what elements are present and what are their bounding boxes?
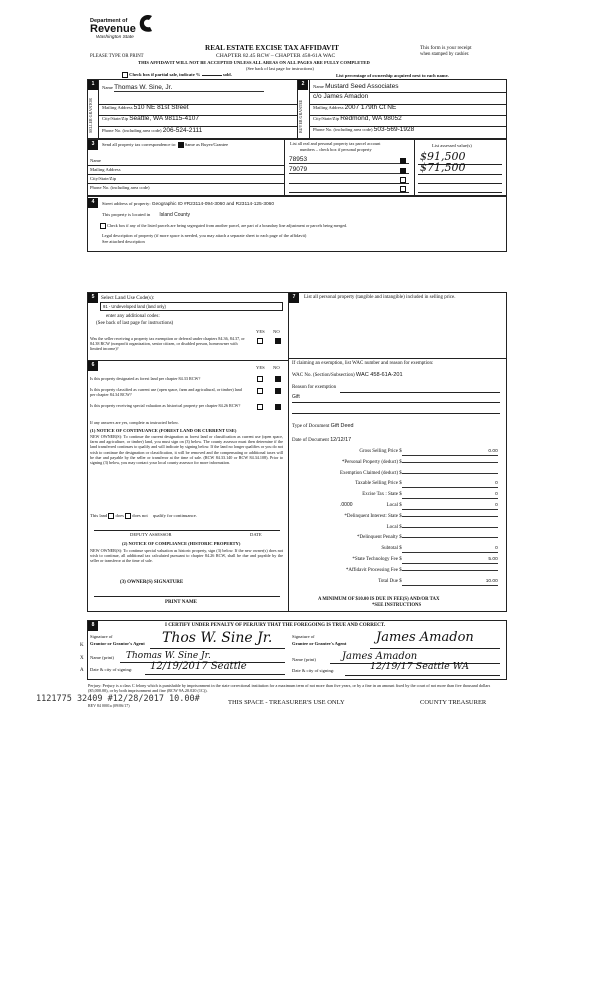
does-checkbox[interactable] bbox=[108, 513, 114, 519]
buyer-side-label: BUYER GRANTEE bbox=[298, 99, 303, 133]
does-not-checkbox[interactable] bbox=[125, 513, 131, 519]
wac-number[interactable]: WAC 458-61A-201 bbox=[355, 372, 403, 378]
parcel-row bbox=[289, 166, 409, 174]
buyer-mail[interactable]: 2007 179th Ct NE bbox=[344, 104, 397, 111]
corr-phone-label: Phone No. (including area code) bbox=[90, 185, 150, 190]
rev-number: REV 84 0001a (09/06/17) bbox=[88, 703, 130, 708]
parcel-assessed-value[interactable]: $71,500 bbox=[420, 161, 466, 174]
seller-city-row: City/State/Zip Seattle, WA 98115-4107 bbox=[102, 115, 199, 122]
tax-line-value[interactable]: 0 bbox=[402, 481, 498, 488]
tax-line-value[interactable]: 0.00 bbox=[402, 449, 498, 456]
grantor-date-label: Date & city of signing: bbox=[90, 667, 133, 672]
grantee-date[interactable]: 12/19/17 Seattle WA bbox=[370, 661, 469, 672]
parcel-personal-checkbox[interactable] bbox=[400, 177, 406, 183]
tax-line-label: Subtotal bbox=[381, 546, 398, 552]
corr-mail-label: Mailing Address bbox=[90, 167, 121, 172]
exemption-claim: If claiming an exemption, list WAC number and reason for exemption: bbox=[292, 361, 434, 366]
sec5-q1-yes[interactable] bbox=[257, 338, 263, 344]
tax-line-value[interactable]: 0 bbox=[402, 546, 498, 553]
list-personal: List all personal property (tangible and intangible) included in selling price. bbox=[304, 295, 456, 300]
seller-mail-row: Mailing Address 510 NE 81st Street bbox=[102, 104, 189, 111]
tax-line-label: *Affidavit Processing Fee bbox=[345, 567, 398, 573]
tax-line-value[interactable]: 0 bbox=[402, 492, 498, 499]
exemption-reason[interactable]: Gift bbox=[292, 394, 300, 400]
tax-line-value[interactable]: 5.00 bbox=[402, 557, 498, 564]
mark-a: A bbox=[80, 668, 84, 673]
street-address[interactable]: Geographic ID #R23114-094-3060 and R23114-125-3060 bbox=[151, 202, 274, 207]
certify: I CERTIFY UNDER PENALTY OF PERJURY THAT THE FOREGOING IS TRUE AND CORRECT. bbox=[165, 623, 386, 628]
legal-2[interactable]: See attached description bbox=[102, 239, 145, 244]
section-5-badge: 5 bbox=[88, 293, 98, 303]
dollar-sign: $ bbox=[398, 557, 402, 562]
seller-side-label: SELLER GRANTOR bbox=[88, 98, 93, 134]
date-document[interactable]: 12/12/17 bbox=[330, 437, 352, 443]
additional-codes: enter any additional codes: bbox=[106, 314, 160, 319]
grantee-signature[interactable]: James Amadon bbox=[376, 630, 474, 645]
deputy-date: DATE bbox=[250, 532, 262, 537]
dept-line1: Department of bbox=[90, 18, 128, 24]
not-accepted-note: THIS AFFIDAVIT WILL NOT BE ACCEPTED UNLESS ALL AREAS ON ALL PAGES ARE FULLY COMPLETED bbox=[138, 60, 370, 65]
sec6-q1: Is this property designated as forest land per chapter 84.33 RCW? bbox=[90, 376, 201, 381]
dollar-sign: $ bbox=[398, 481, 402, 487]
tax-line-value[interactable] bbox=[402, 473, 498, 474]
tax-line bbox=[292, 535, 504, 540]
dollar-sign: $ bbox=[398, 546, 402, 552]
sec6-no: NO bbox=[273, 365, 280, 370]
sec5-yes: YES bbox=[256, 329, 265, 334]
legal-1: Legal description of property (if more space is needed, you may attach a separate sheet to each page of the affidavit) bbox=[102, 233, 307, 238]
notice1-body: NEW OWNER(S): To continue the current designation as forest land or classification as current use (open space, farm and agriculture, or timber) land, you must sign on (3) below. The county assessor must then determine if the land transferred continues to qualify and will indicate by signing below. If the land no longer qualifies or you do not wish to continue the designation or classification, it will be removed and the compensating or additional taxes will be due and payable by the seller or transferor at the time of sale. (RCW 84.33.140 or RCW 84.34.108). Prior to signing (3) below, you may contact your local county assessor for more information. bbox=[90, 434, 283, 466]
receipt-note-2: when stamped by cashier. bbox=[420, 52, 470, 57]
dollar-sign: $ bbox=[398, 567, 402, 573]
seller-mail[interactable]: 510 NE 81st Street bbox=[133, 104, 189, 111]
same-as-buyer-checkbox[interactable] bbox=[178, 142, 184, 148]
grantee-sig-label-2: Grantee or Grantee's Agent bbox=[292, 641, 347, 646]
grantor-sig-label-1: Signature of bbox=[90, 634, 113, 639]
street-row: Street address of property: Geographic ID #R23114-094-3060 and R23114-125-3060 bbox=[102, 201, 274, 207]
pct-ownership-note: List percentage of ownership acquired next to each name. bbox=[336, 73, 449, 78]
tax-line-label: Local bbox=[386, 524, 398, 530]
dollar-sign: $ bbox=[398, 492, 402, 498]
dollar-sign: $ bbox=[398, 503, 402, 508]
minimum-due: A MINIMUM OF $10.00 IS DUE IN FEE(S) AND/OR TAX bbox=[318, 597, 440, 602]
seller-name[interactable]: Thomas W. Sine, Jr. bbox=[114, 84, 264, 92]
land-use-code[interactable]: 91 - Undeveloped land (land only) bbox=[100, 302, 283, 311]
tax-line-value[interactable]: 0 bbox=[402, 503, 498, 510]
sec6-q1-yes[interactable] bbox=[257, 376, 263, 382]
sec6-q2-yes[interactable] bbox=[257, 388, 263, 394]
dept-line2: Revenue bbox=[90, 23, 136, 35]
sec6-q1-no[interactable] bbox=[275, 376, 281, 382]
form-title: REAL ESTATE EXCISE TAX AFFIDAVIT bbox=[205, 44, 339, 52]
tax-line-value[interactable] bbox=[402, 570, 498, 571]
tax-line-label: Exemption Claimed (deduct) bbox=[339, 470, 398, 476]
list-assessed: List assessed value(s) bbox=[432, 143, 472, 148]
sec6-if-yes: If any answers are yes, complete as instructed below. bbox=[90, 420, 179, 425]
land-use-see-back: (See back of last page for instructions) bbox=[96, 321, 174, 326]
reason-label: Reason for exemption bbox=[292, 385, 337, 390]
dept-line3: Washington State bbox=[96, 35, 134, 40]
tax-line bbox=[292, 514, 504, 519]
notice2-title: (2) NOTICE OF COMPLIANCE (HISTORIC PROPERTY) bbox=[122, 541, 241, 546]
tax-line bbox=[292, 579, 504, 586]
list-all-2: numbers – check box if personal property bbox=[300, 147, 372, 152]
parcel-personal-checkbox[interactable] bbox=[400, 168, 406, 174]
tax-line-label: *Delinquent Interest: State bbox=[344, 513, 398, 519]
buyer-city[interactable]: Redmond, WA 98052 bbox=[340, 115, 402, 122]
parcel-personal-checkbox[interactable] bbox=[400, 186, 406, 192]
sec6-q3-no[interactable] bbox=[275, 404, 281, 410]
wac-row: WAC No. (Section/Subsection) WAC 458-61A-201 bbox=[292, 372, 403, 378]
grantee-name-label: Name (print) bbox=[292, 657, 316, 662]
buyer-city-row: City/State/Zip Redmond, WA 98052 bbox=[313, 115, 402, 122]
mark-x: X bbox=[80, 656, 84, 661]
seller-phone-row: Phone No. (including area code) 206-524-2111 bbox=[102, 127, 203, 134]
grantor-date[interactable]: 12/19/2017 Seattle bbox=[150, 661, 247, 672]
buyer-mail-row: Mailing Address 2007 179th Ct NE bbox=[313, 104, 397, 111]
partial-sale: Check box if partial sale, indicate % sold. bbox=[122, 72, 232, 78]
grantor-sig-label-2: Grantor or Grantor's Agent bbox=[90, 641, 145, 646]
section-2-badge: 2 bbox=[298, 80, 308, 90]
owner-signature-label: (3) OWNER(S) SIGNATURE bbox=[120, 580, 184, 585]
parcel-assessed-value[interactable]: $91,500 bbox=[420, 150, 466, 163]
type-document[interactable]: Gift Deed bbox=[330, 423, 354, 429]
tax-line bbox=[292, 492, 504, 499]
tax-line-value[interactable] bbox=[402, 462, 498, 463]
tax-line-value[interactable] bbox=[402, 527, 498, 528]
local-rate: .0000 bbox=[340, 502, 353, 508]
form-chapter: CHAPTER 82.45 RCW – CHAPTER 458-61A WAC bbox=[216, 53, 336, 59]
this-land-row: This land does does not qualify for continuance. bbox=[90, 513, 197, 519]
tax-line-label: Taxable Selling Price bbox=[355, 481, 398, 487]
buyer-phone[interactable]: 503-569-1928 bbox=[373, 126, 415, 133]
tax-line-label: Total Due bbox=[378, 578, 398, 584]
revenue-logo-icon bbox=[138, 14, 156, 34]
grantee-date-label: Date & city of signing: bbox=[292, 668, 335, 673]
type-doc-row: Type of Document Gift Deed bbox=[292, 423, 354, 429]
tax-line-label: *Delinquent Penalty bbox=[357, 535, 398, 541]
seller-phone[interactable]: 206-524-2111 bbox=[162, 127, 203, 134]
buyer-name2[interactable]: c/o James Amadon bbox=[313, 93, 369, 100]
tax-line bbox=[292, 481, 504, 488]
corr-name-label: Name bbox=[90, 158, 101, 163]
located-row: This property is located in Island County bbox=[102, 212, 190, 218]
dollar-sign: $ bbox=[398, 524, 402, 530]
tax-line-value[interactable] bbox=[402, 516, 498, 517]
parcel-number[interactable]: 78953 bbox=[289, 156, 308, 163]
segregated-checkbox[interactable] bbox=[100, 223, 106, 229]
dept-logo bbox=[90, 18, 136, 40]
perjury-note: Perjury: Perjury is a class C felony which is punishable by imprisonment in the state correctional institution for a maximum term of not more than five years, or by a fine in an amount fixed by the court of not more than five thousand dollars ($5,000.00), or by both imprisonment and fine (RCW 9A.20.020 (1C)). bbox=[88, 683, 491, 694]
sec5-q1: Was the seller receiving a property tax exemption or deferral under chapters 84.36, 84.37, or 84.38 RCW (nonprofit organization, senior citizen, or disabled person, homeowner with limited income)? bbox=[90, 336, 245, 352]
tax-line-value[interactable]: 10.00 bbox=[402, 579, 498, 586]
treasurer-stamp: 1121775 32409 #12/28/2017 10.00# bbox=[36, 694, 200, 704]
seller-city[interactable]: Seattle, WA 98115-4107 bbox=[129, 115, 199, 122]
county-treasurer: COUNTY TREASURER bbox=[420, 699, 487, 706]
tax-line-label: Gross Selling Price bbox=[359, 449, 398, 454]
parcel-personal-checkbox[interactable] bbox=[400, 158, 406, 164]
see-instructions: *SEE INSTRUCTIONS bbox=[372, 603, 422, 608]
buyer-phone-row: Phone No. (including area code) 503-569-1928 bbox=[313, 126, 415, 133]
print-name-label: PRINT NAME bbox=[165, 600, 197, 605]
tax-line-value[interactable] bbox=[402, 537, 498, 538]
sec6-q2-no[interactable] bbox=[275, 388, 281, 394]
section-6-badge: 6 bbox=[88, 361, 98, 371]
section-3-badge: 3 bbox=[88, 140, 98, 150]
tax-line bbox=[292, 525, 504, 530]
seller-name-row: Name Thomas W. Sine, Jr. bbox=[102, 84, 264, 92]
treasurer-only: THIS SPACE - TREASURER'S USE ONLY bbox=[228, 699, 345, 706]
corr-city-label: City/State/Zip bbox=[90, 176, 117, 181]
grantor-signature[interactable]: Thos W. Sine Jr. bbox=[162, 630, 273, 646]
section-1-badge: 1 bbox=[88, 80, 98, 90]
grantor-name-label: Name (print) bbox=[90, 655, 114, 660]
tax-line-label: *State Technology Fee bbox=[352, 557, 398, 562]
parcel-row bbox=[289, 156, 409, 164]
sec6-q3-yes[interactable] bbox=[257, 404, 263, 410]
land-use-title: Select Land Use Code(s): bbox=[101, 295, 155, 301]
receipt-note-1: This form is your receipt bbox=[420, 45, 472, 51]
parcel-number[interactable]: 79079 bbox=[289, 166, 308, 173]
dollar-sign: $ bbox=[398, 535, 402, 541]
grantee-name[interactable]: James Amadon bbox=[342, 651, 418, 662]
partial-sale-checkbox[interactable] bbox=[122, 72, 128, 78]
tax-line bbox=[292, 471, 504, 476]
mark-k: K bbox=[80, 643, 84, 648]
list-all-1: List all real and personal property tax parcel account bbox=[290, 141, 381, 146]
tax-line-label: Excise Tax : State bbox=[362, 492, 398, 498]
buyer-name-row: Name Mustard Seed Associates bbox=[313, 83, 399, 90]
tax-line bbox=[292, 546, 504, 553]
section-7-badge: 7 bbox=[289, 293, 299, 303]
please-type: PLEASE TYPE OR PRINT bbox=[90, 54, 144, 59]
section-4-badge: 4 bbox=[88, 198, 98, 208]
sec5-no: NO bbox=[273, 329, 280, 334]
segregated-row: Check box if any of the listed parcels are being segregated from another parcel, are part of a boundary line adjustment or parcels being merged. bbox=[100, 223, 347, 229]
dollar-sign: $ bbox=[398, 578, 402, 584]
date-doc-row: Date of Document 12/12/17 bbox=[292, 437, 352, 443]
tax-line-label: *Personal Property (deduct) bbox=[341, 459, 398, 465]
section-8-badge: 8 bbox=[88, 621, 98, 631]
tax-line bbox=[292, 503, 504, 510]
notice2-body: NEW OWNER(S): To continue special valuation as historic property, sign (3) below. If the new owner(s) does not wish to continue, all additional tax calculated pursuant to chapter 84.26 RCW, shall be due and payable by the seller or transferor at the time of sale. bbox=[90, 548, 283, 564]
deputy-assessor: DEPUTY ASSESSOR bbox=[130, 532, 172, 537]
sec6-q3: Is this property receiving special valuation as historical property per chapter 84.26 RCW? bbox=[90, 403, 241, 408]
county[interactable]: Island County bbox=[159, 212, 190, 218]
sec6-yes: YES bbox=[256, 365, 265, 370]
buyer-name[interactable]: Mustard Seed Associates bbox=[325, 83, 399, 90]
dollar-sign: $ bbox=[398, 459, 402, 465]
sec6-q2: Is this property classified as current use (open space, farm and agricultural, or timber) land per chapter 84.34 RCW? bbox=[90, 387, 242, 398]
tax-line bbox=[292, 449, 504, 456]
tax-line bbox=[292, 460, 504, 465]
grantee-sig-label-1: Signature of bbox=[292, 634, 315, 639]
sec5-q1-no[interactable] bbox=[275, 338, 281, 344]
tax-line bbox=[292, 557, 504, 564]
dollar-sign: $ bbox=[398, 470, 402, 476]
dollar-sign: $ bbox=[398, 513, 402, 519]
tax-line-label: Local bbox=[386, 503, 398, 508]
dollar-sign: $ bbox=[398, 449, 402, 454]
send-all-row: Send all property tax correspondence to: Same as Buyer/Grantee bbox=[102, 142, 229, 148]
grantor-name[interactable]: Thomas W. Sine Jr. bbox=[126, 651, 211, 661]
tax-line bbox=[292, 568, 504, 573]
see-back-note: (See back of last page for instructions) bbox=[246, 66, 314, 71]
notice1-title: (1) NOTICE OF CONTINUANCE (FOREST LAND OR CURRENT USE) bbox=[90, 428, 237, 433]
